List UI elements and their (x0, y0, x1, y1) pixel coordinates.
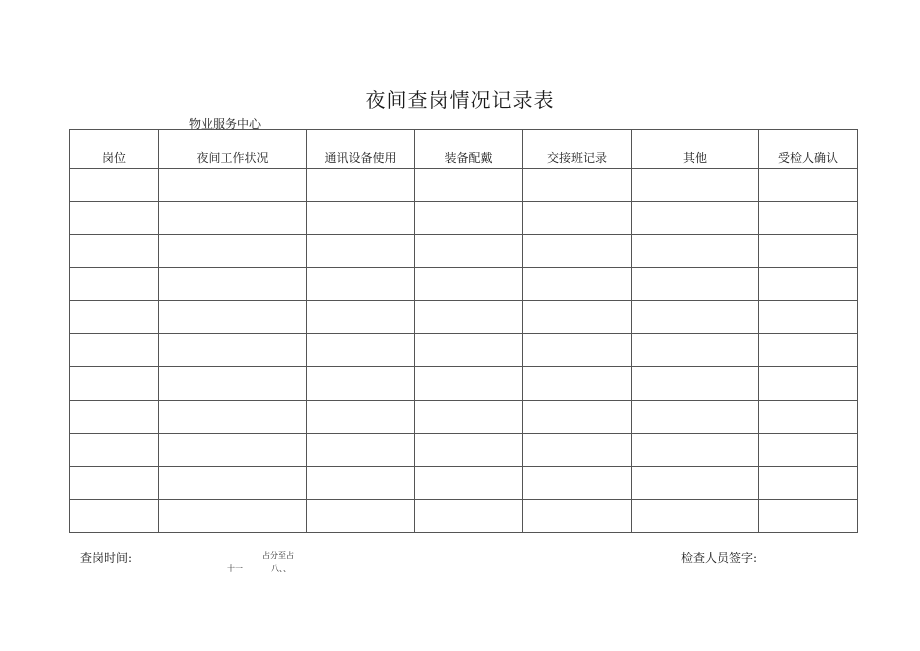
table-cell[interactable] (759, 301, 858, 334)
table-cell[interactable] (759, 433, 858, 466)
table-cell[interactable] (307, 235, 415, 268)
table-cell[interactable] (70, 235, 159, 268)
table-cell[interactable] (159, 235, 307, 268)
table-cell[interactable] (159, 433, 307, 466)
table-cell[interactable] (307, 202, 415, 235)
table-row (70, 433, 858, 466)
header-shift-handover: 交接班记录 (523, 130, 632, 169)
table-cell[interactable] (759, 334, 858, 367)
table-cell[interactable] (415, 367, 523, 400)
table-cell[interactable] (523, 433, 632, 466)
check-time-label: 查岗时间: (80, 551, 133, 565)
table-cell[interactable] (632, 235, 759, 268)
table-row (70, 499, 858, 532)
table-cell[interactable] (759, 235, 858, 268)
table-cell[interactable] (307, 499, 415, 532)
table-cell[interactable] (759, 466, 858, 499)
table-header-row (70, 130, 858, 169)
table-cell[interactable] (632, 301, 759, 334)
table-cell[interactable] (307, 466, 415, 499)
table-cell[interactable] (70, 334, 159, 367)
table-cell[interactable] (307, 400, 415, 433)
table-cell[interactable] (523, 235, 632, 268)
table-cell[interactable] (70, 202, 159, 235)
record-table (69, 129, 858, 533)
table-cell[interactable] (523, 268, 632, 301)
table-cell[interactable] (523, 400, 632, 433)
table-cell[interactable] (415, 466, 523, 499)
table-cell[interactable] (415, 400, 523, 433)
table-row (70, 169, 858, 202)
table-cell[interactable] (415, 169, 523, 202)
table-cell[interactable] (415, 268, 523, 301)
table-row (70, 268, 858, 301)
table-cell[interactable] (523, 202, 632, 235)
time-fragment: 八、、 (271, 564, 291, 573)
organization-name: 物业服务中心 (189, 117, 262, 131)
table-cell[interactable] (632, 499, 759, 532)
table-cell[interactable] (759, 499, 858, 532)
table-cell[interactable] (159, 301, 307, 334)
header-other: 其他 (632, 130, 759, 169)
table-cell[interactable] (632, 334, 759, 367)
table-cell[interactable] (759, 400, 858, 433)
header-inspectee-confirm: 受检人确认 (759, 130, 858, 169)
table-cell[interactable] (523, 466, 632, 499)
table-row (70, 235, 858, 268)
table-cell[interactable] (70, 367, 159, 400)
table-cell[interactable] (307, 433, 415, 466)
table-cell[interactable] (632, 268, 759, 301)
table-cell[interactable] (632, 466, 759, 499)
table-cell[interactable] (759, 202, 858, 235)
header-night-work-status: 夜间工作状况 (159, 130, 307, 169)
table-row (70, 367, 858, 400)
form-title: 夜间查岗情况记录表 (365, 88, 555, 112)
table-cell[interactable] (415, 499, 523, 532)
table-cell[interactable] (307, 169, 415, 202)
table-cell[interactable] (415, 235, 523, 268)
table-cell[interactable] (415, 301, 523, 334)
table-cell[interactable] (415, 433, 523, 466)
table-cell[interactable] (523, 301, 632, 334)
table-row (70, 301, 858, 334)
table-cell[interactable] (307, 268, 415, 301)
table-cell[interactable] (70, 466, 159, 499)
table-cell[interactable] (632, 202, 759, 235)
table-cell[interactable] (759, 169, 858, 202)
table-cell[interactable] (159, 499, 307, 532)
table-cell[interactable] (632, 433, 759, 466)
table-cell[interactable] (307, 334, 415, 367)
table-cell[interactable] (632, 400, 759, 433)
table-cell[interactable] (159, 367, 307, 400)
table-row (70, 400, 858, 433)
table-row (70, 334, 858, 367)
inspector-signature-label: 检查人员签字: (681, 551, 758, 565)
table-cell[interactable] (415, 334, 523, 367)
table-cell[interactable] (523, 334, 632, 367)
table-cell[interactable] (759, 268, 858, 301)
time-fragment: 占分至占 (262, 551, 294, 560)
table-cell[interactable] (523, 499, 632, 532)
header-post: 岗位 (70, 130, 159, 169)
table-cell[interactable] (70, 499, 159, 532)
header-comm-equipment: 通讯设备使用 (307, 130, 415, 169)
table-cell[interactable] (159, 400, 307, 433)
table-cell[interactable] (70, 433, 159, 466)
table-cell[interactable] (70, 169, 159, 202)
table-cell[interactable] (70, 400, 159, 433)
table-cell[interactable] (159, 169, 307, 202)
table-cell[interactable] (70, 268, 159, 301)
time-fragment: 十一 (227, 564, 243, 573)
table-cell[interactable] (307, 367, 415, 400)
table-cell[interactable] (70, 301, 159, 334)
table-row (70, 202, 858, 235)
table-cell[interactable] (159, 466, 307, 499)
table-cell[interactable] (415, 202, 523, 235)
table-cell[interactable] (632, 169, 759, 202)
table-cell[interactable] (523, 367, 632, 400)
table-cell[interactable] (307, 301, 415, 334)
table-cell[interactable] (159, 268, 307, 301)
table-cell[interactable] (632, 367, 759, 400)
table-cell[interactable] (523, 169, 632, 202)
table-cell[interactable] (159, 334, 307, 367)
table-cell[interactable] (759, 367, 858, 400)
table-row (70, 466, 858, 499)
table-cell[interactable] (159, 202, 307, 235)
header-equipment-wearing: 装备配戴 (415, 130, 523, 169)
